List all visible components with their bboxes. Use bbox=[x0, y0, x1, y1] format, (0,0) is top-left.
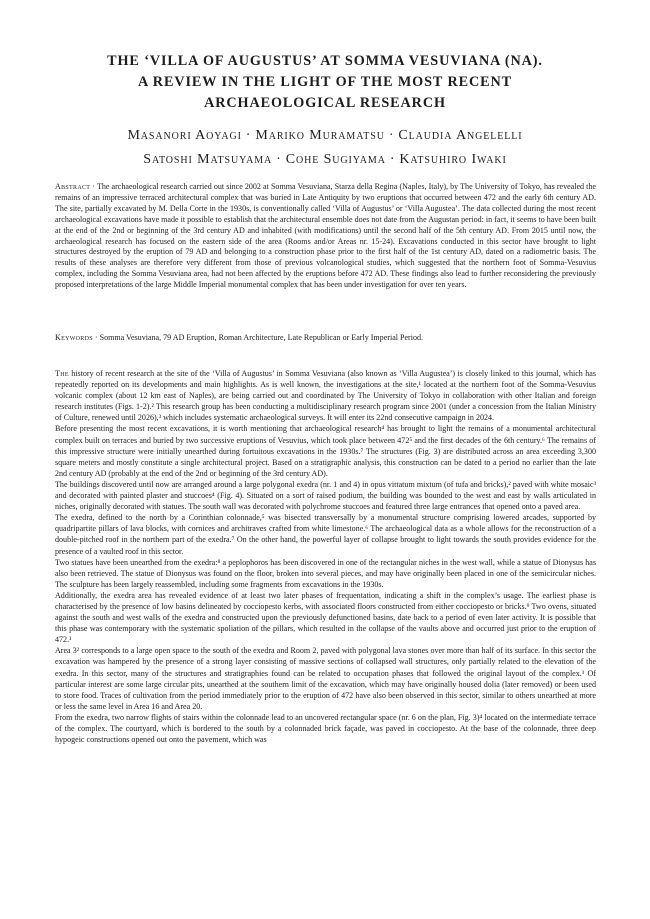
keywords bbox=[55, 332, 596, 343]
author-separator: · bbox=[245, 128, 252, 143]
abstract-label: Abstract bbox=[55, 182, 91, 191]
abstract bbox=[55, 182, 596, 291]
keywords-text: · Somma Vesuviana, 79 AD Eruption, Roman Architecture, Late Republican or Early Imperial Period. bbox=[92, 333, 424, 342]
author-name: Claudia Angelelli bbox=[398, 128, 523, 143]
article-body bbox=[55, 368, 596, 745]
title-line-3: ARCHAEOLOGICAL RESEARCH bbox=[204, 95, 446, 111]
author-separator: · bbox=[389, 152, 396, 167]
body-paragraph: From the exedra, two narrow flights of stairs within the colonnade lead to an uncovered rectangular space (nr. 6 on the plan, Fig. 3)⁴ located on the intermediate terrace of the complex. The courtyard, which is bordered to the south by a colonnaded brick façade, was paved in cocciopesto. At the base of the colonnade, three deep hypogeic constructions opened out onto the pavement, which was bbox=[55, 712, 596, 745]
body-paragraph: The buildings discovered until now are arranged around a large polygonal exedra (nr. 1 and 4) in opus vittatum mixtum (of tufa and bricks),² paved with white mosaic³ and decorated with painted plaster and stuccoes⁴ (Fig. 4). Situated on a sort of raised podium, the building was bounded to the west and east by walls articulated in niches, originally decorated with statues. The south wall was decorated with polychrome stuccoes and featured three large entrances that opened onto a paved area. bbox=[55, 479, 596, 512]
body-paragraph: Additionally, the exedra area has revealed evidence of at least two later phases of frequentation, indicating a shift in the complex’s usage. The earliest phase is characterised by the presence of low basins delineated by cocciopesto kerbs, with associated floors constructed from either cocciopesto or bricks.⁹ Two ovens, situated against the south and west walls of the exedra and constructed upon the previously defunctioned basins, date back to a period of even later activity. It is possible that this phase was contemporary with the systematic spoliation of the pillars, which resulted in the collapse of the vaults above and occurred just prior to the eruption of 472.¹ bbox=[55, 590, 596, 645]
author-row-2 bbox=[40, 148, 610, 172]
body-paragraph: Before presenting the most recent excavations, it is worth mentioning that archaeological research⁴ has brought to light the remains of a monumental architectural complex built on terraces and buried by two successive eruptions of Vesuvius, which took place between 472⁵ and the first decades of the 6th century.⁶ The remains of this impressive structure were initially unearthed during fortuitous excavations in the 1930s.⁷ The structures (Fig. 3) are distributed across an area exceeding 3,300 square meters and mostly constitute a single architectural project. Based on a stratigraphic analysis, this construction can be dated to a period no earlier than the late 2nd century AD (probably at the end of the 2nd or beginning of the 3rd century AD). bbox=[55, 424, 596, 478]
title-line-2: A REVIEW IN THE LIGHT OF THE MOST RECENT bbox=[138, 74, 512, 90]
title-line-1: THE ‘VILLA OF AUGUSTUS’ AT SOMMA VESUVIANA (NA). bbox=[107, 53, 543, 69]
author-separator: · bbox=[388, 128, 395, 143]
author-name: Cohe Sugiyama bbox=[285, 152, 386, 167]
keywords-label: Keywords bbox=[55, 333, 93, 342]
author-name: Masanori Aoyagi bbox=[127, 128, 242, 143]
author-separator: · bbox=[276, 152, 282, 167]
body-paragraph: Area 3² corresponds to a large open space to the south of the exedra and Room 2, paved with polygonal lava stones over more than half of its surface. In this sector the excavation was hampered by the presence of a strong layer consisting of massive sections of collapsed wall structures, only partially related to the elevation of the exedra. In this sector, many of the structures and stratigraphies found can be related to occupation phases that followed the original layout of the complex.³ Of particular interest are some large circular pits, unearthed at the southern limit of the excavation, which may have originally housed dolia (later removed) or been used to store food. Traces of cultivation from the period immediately prior to the eruption of 472 have also been observed in this sector, similar to others unearthed at more or less the same level in Area 16 and Area 20. bbox=[55, 646, 596, 711]
lead-word: The bbox=[55, 369, 69, 378]
paragraph-text: history of recent research at the site of the ‘Villa of Augustus’ in Somma Vesuviana (also known as ‘Villa Augustea’) is closely linked to this journal, which has repeatedly reported on its developments and main highlights. As is well known, the investigations at the site,¹ located at the northern foot of the Somma-Vesuvius volcanic complex (about 12 km east of Naples), are being carried out and coordinated by The University of Tokyo in collaboration with other Italian and foreign research institutes (Figs. 1-2).² This research group has been conducting a multidisciplinary research program since 2001 (under a concession from the Italian Ministry of Culture, renewed until 2026),³ which includes systematic archaeological surveys. It will enter its 22nd consecutive campaign in 2024. bbox=[55, 369, 596, 423]
author-row-1 bbox=[40, 124, 610, 148]
abstract-text: · The archaeological research carried out since 2002 at Somma Vesuviana, Starza della Regina (Naples, Italy), by The University of Tokyo, has revealed the remains of an impressive terraced architectural complex that was buried in Late Antiquity by two eruptions that occurred between 472 and the early 6th century AD. The site, partially excavated by M. Della Corte in the 1930s, is conventionally called ‘Villa of Augustus’ or ‘Villa Augustea’. The data collected during the most recent archaeological excavations have made it possible to establish that the architectural ensemble does not date from the Augustan period: in fact, it seems to have been built at the end of the 2nd or beginning of the 3rd century AD and inhabited (with modifications) until the second half of the 5th century AD. From 2015 until now, the archaeological research has focused on the eastern side of the area (Rooms and/or Areas nr. 15-24). Excavations conducted in this sector have brought to light structures destroyed by the eruption of 79 AD and belonging to a construction phase prior to the first half of the 1st century AD, dated on a radiometric basis. The results of these analyses are therefore very different from those of previous volcanological studies, which suggested that the northern foot of Somma-Vesuvius complex, including the Somma Vesuviana area, had not been affected by the eruptions before 472 AD. These findings also lead to further reconsidering the previously proposed interpretations of the large Middle Imperial monumental complex that has been under investigation for over ten years. bbox=[55, 182, 596, 290]
paper-title bbox=[40, 51, 610, 114]
author-name: Satoshi Matsuyama bbox=[143, 152, 273, 167]
body-paragraph: The exedra, defined to the north by a Corinthian colonnade,⁵ was bisected transversally by a monumental structure comprising lowered arcades, supported by quadripartite pillars of lava blocks, with cornices and architraves crafted from white limestone.⁶ The archaeological data as a whole allows for the reconstruction of a double-pitched roof in the northern part of the exedra.⁷ On the other hand, the powerful layer of collapse brought to light towards the south provides evidence for the presence of a vaulted roof in this sector. bbox=[55, 513, 596, 556]
author-list bbox=[40, 124, 610, 172]
body-paragraph bbox=[55, 368, 596, 423]
author-name: Mariko Muramatsu bbox=[255, 128, 385, 143]
body-paragraph: Two statues have been unearthed from the exedra:⁸ a peplophoros has been discovered in one of the rectangular niches in the west wall, while a statue of Dionysus has also been retrieved. The statue of Dionysus was found on the floor, broken into several pieces, and may have originally been placed in one of the semicircular niches. The sculpture has been largely reassembled, including some fragments from excavations in the 1930s. bbox=[55, 557, 596, 589]
author-name: Katsuhiro Iwaki bbox=[399, 152, 507, 167]
